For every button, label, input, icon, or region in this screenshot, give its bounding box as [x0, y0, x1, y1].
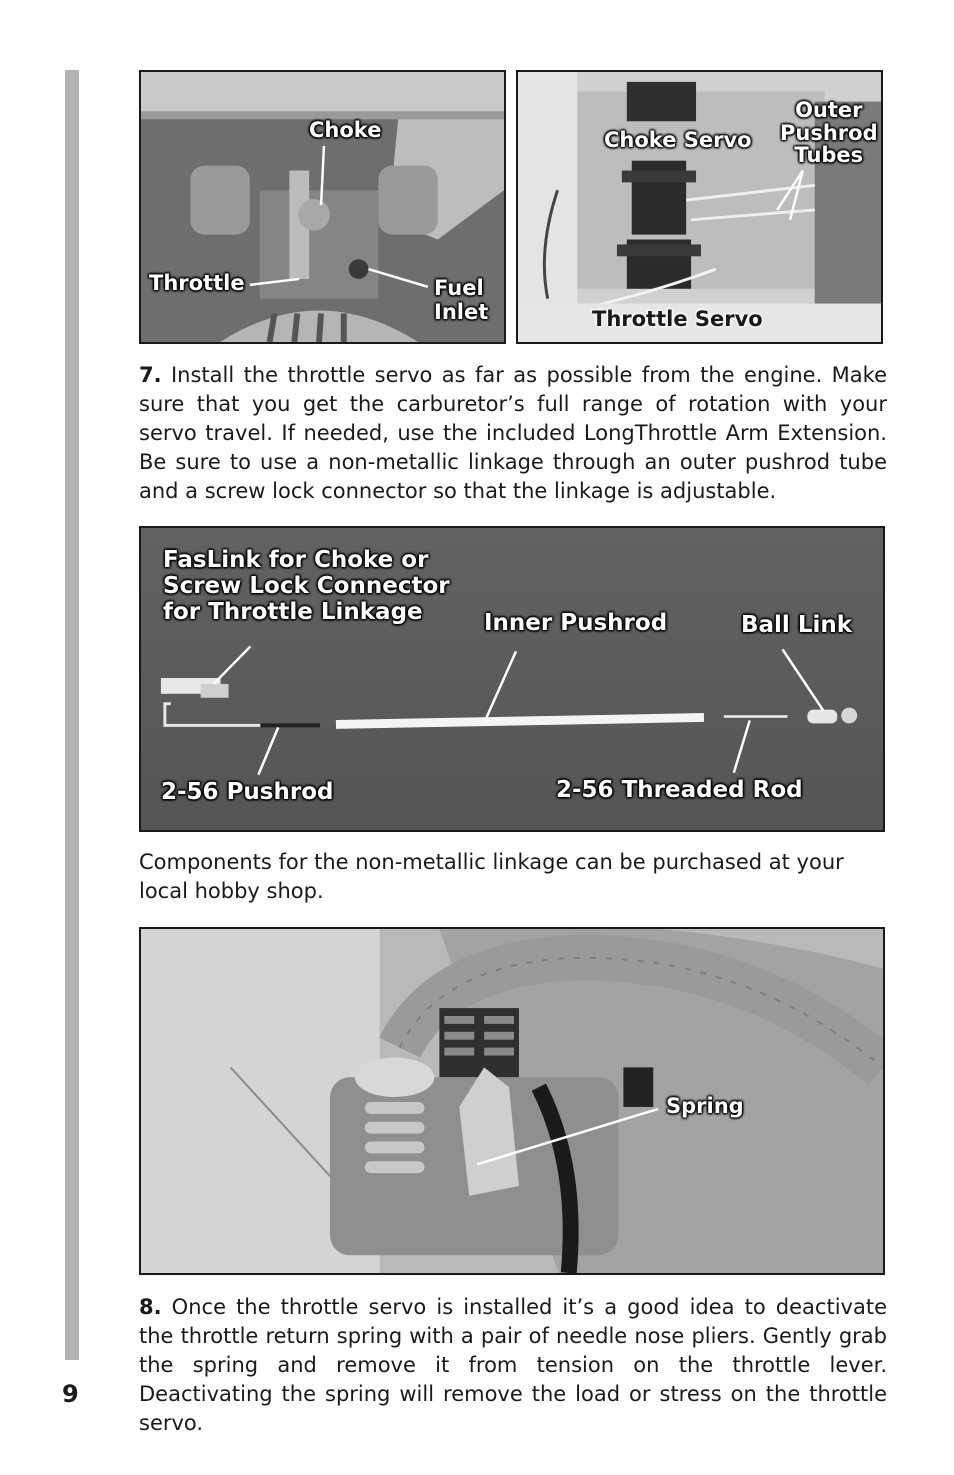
- step-7-text: Install the throttle servo as far as possible from the engine. Make sure that you get the carburetor’s full range of rotation with your servo travel. If needed, use the included LongThrottle Arm Extension. Be sure to use a non-metallic linkage through an outer pushrod tube and a screw lock connector so that the linkage is adjustable.: [139, 363, 887, 503]
- step-7-number: 7.: [139, 363, 162, 387]
- photo-throttle-spring: [139, 927, 885, 1275]
- step-8-paragraph: [139, 1293, 887, 1438]
- photo-linkage-components: [139, 526, 885, 832]
- label-fuel-inlet: Fuel Inlet: [434, 276, 489, 324]
- label-choke: Choke: [309, 118, 382, 142]
- label-throttle-servo: Throttle Servo: [592, 307, 763, 331]
- label-ball-link: Ball Link: [741, 612, 853, 638]
- side-bar: [65, 70, 79, 1360]
- label-faslink: FasLink for Choke or Screw Lock Connector for Throttle Linkage: [163, 547, 450, 625]
- step-8-text: Once the throttle servo is installed it’s a good idea to deactivate the throttle return spring with a pair of needle nose pliers. Gently grab the spring and remove it from tension on the throttle lever. Deactivating the spring will remove the load or stress on the throttle servo.: [139, 1295, 887, 1435]
- page-number: 9: [62, 1380, 79, 1408]
- label-throttle: Throttle: [149, 271, 245, 295]
- label-inner-pushrod: Inner Pushrod: [484, 610, 668, 636]
- photo-carburetor: [139, 70, 506, 344]
- label-spring: Spring: [666, 1094, 744, 1118]
- components-note: Components for the non-metallic linkage can be purchased at your local hobby shop.: [139, 850, 844, 903]
- step-8-number: 8.: [139, 1295, 162, 1319]
- label-2-56-pushrod: 2-56 Pushrod: [161, 779, 334, 805]
- step-7-paragraph: [139, 361, 887, 506]
- label-choke-servo: Choke Servo: [604, 128, 752, 152]
- label-outer-pushrod-tubes: Outer Pushrod Tubes: [780, 98, 878, 168]
- label-2-56-threaded-rod: 2-56 Threaded Rod: [556, 777, 803, 803]
- photo-servos: [516, 70, 883, 344]
